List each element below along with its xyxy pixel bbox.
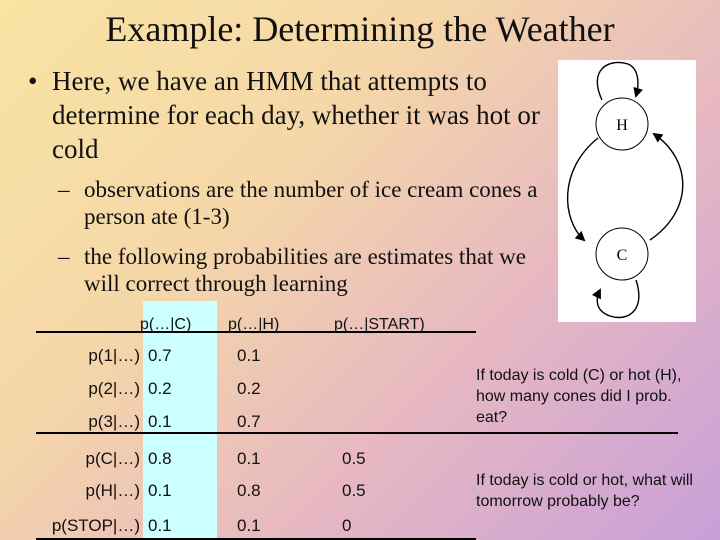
slide-title: Example: Determining the Weather	[105, 9, 615, 49]
self-loop-h	[597, 63, 638, 101]
row-label: p(1|…)	[88, 346, 140, 365]
cell-c: 0.1	[148, 481, 172, 500]
main-bullet	[28, 64, 548, 166]
table-header-start: p(…|START)	[334, 316, 425, 333]
cell-c: 0.1	[148, 516, 172, 535]
row-label: p(H|…)	[85, 481, 140, 500]
sub-bullet-text: the following probabilities are estimates that we will correct through learning	[84, 244, 526, 296]
sub-bullet-text: observations are the number of ice cream cones a person ate (1-3)	[84, 177, 538, 229]
note-transition-question: If today is cold or hot, what will tomorrow probably be?	[476, 472, 693, 510]
cell-c: 0.7	[148, 346, 172, 365]
cell-h: 0.2	[237, 379, 261, 398]
table-header-c: p(…|C)	[140, 316, 192, 333]
cell-h: 0.1	[237, 516, 261, 535]
cell-h: 0.1	[237, 449, 261, 468]
state-label-h: H	[616, 117, 628, 134]
cell-start: 0.5	[342, 481, 366, 500]
sub-bullet-mark: –	[58, 244, 70, 269]
row-label: p(C|…)	[85, 449, 140, 468]
table-rule-observations	[36, 432, 678, 434]
sub-bullet-observations	[58, 176, 548, 230]
sub-bullet-mark: –	[58, 177, 70, 202]
cell-start: 0	[342, 516, 352, 535]
row-label: p(3|…)	[88, 412, 140, 431]
cell-c: 0.2	[148, 379, 172, 398]
row-label: p(STOP|…)	[51, 516, 140, 535]
hmm-diagram-svg	[558, 60, 696, 322]
self-loop-c	[597, 280, 639, 318]
note-emission-question: If today is cold (C) or hot (H), how many cones did I prob. eat?	[476, 367, 682, 426]
sub-bullet-probabilities	[58, 243, 548, 297]
table-header-h: p(…|H)	[228, 316, 280, 333]
cell-h: 0.8	[237, 481, 261, 500]
transition-h-to-c	[568, 138, 598, 240]
state-label-c: C	[616, 247, 628, 264]
bullet-mark: •	[28, 66, 38, 96]
cell-h: 0.1	[237, 346, 261, 365]
cell-h: 0.7	[237, 412, 261, 431]
cell-c: 0.1	[148, 412, 172, 431]
row-label: p(2|…)	[88, 379, 140, 398]
transition-c-to-h	[650, 134, 683, 240]
bullet-text: Here, we have an HMM that attempts to determine for each day, whether it was hot or cold	[52, 66, 540, 164]
cell-c: 0.8	[148, 449, 172, 468]
hmm-state-diagram	[558, 60, 696, 322]
cell-start: 0.5	[342, 449, 366, 468]
